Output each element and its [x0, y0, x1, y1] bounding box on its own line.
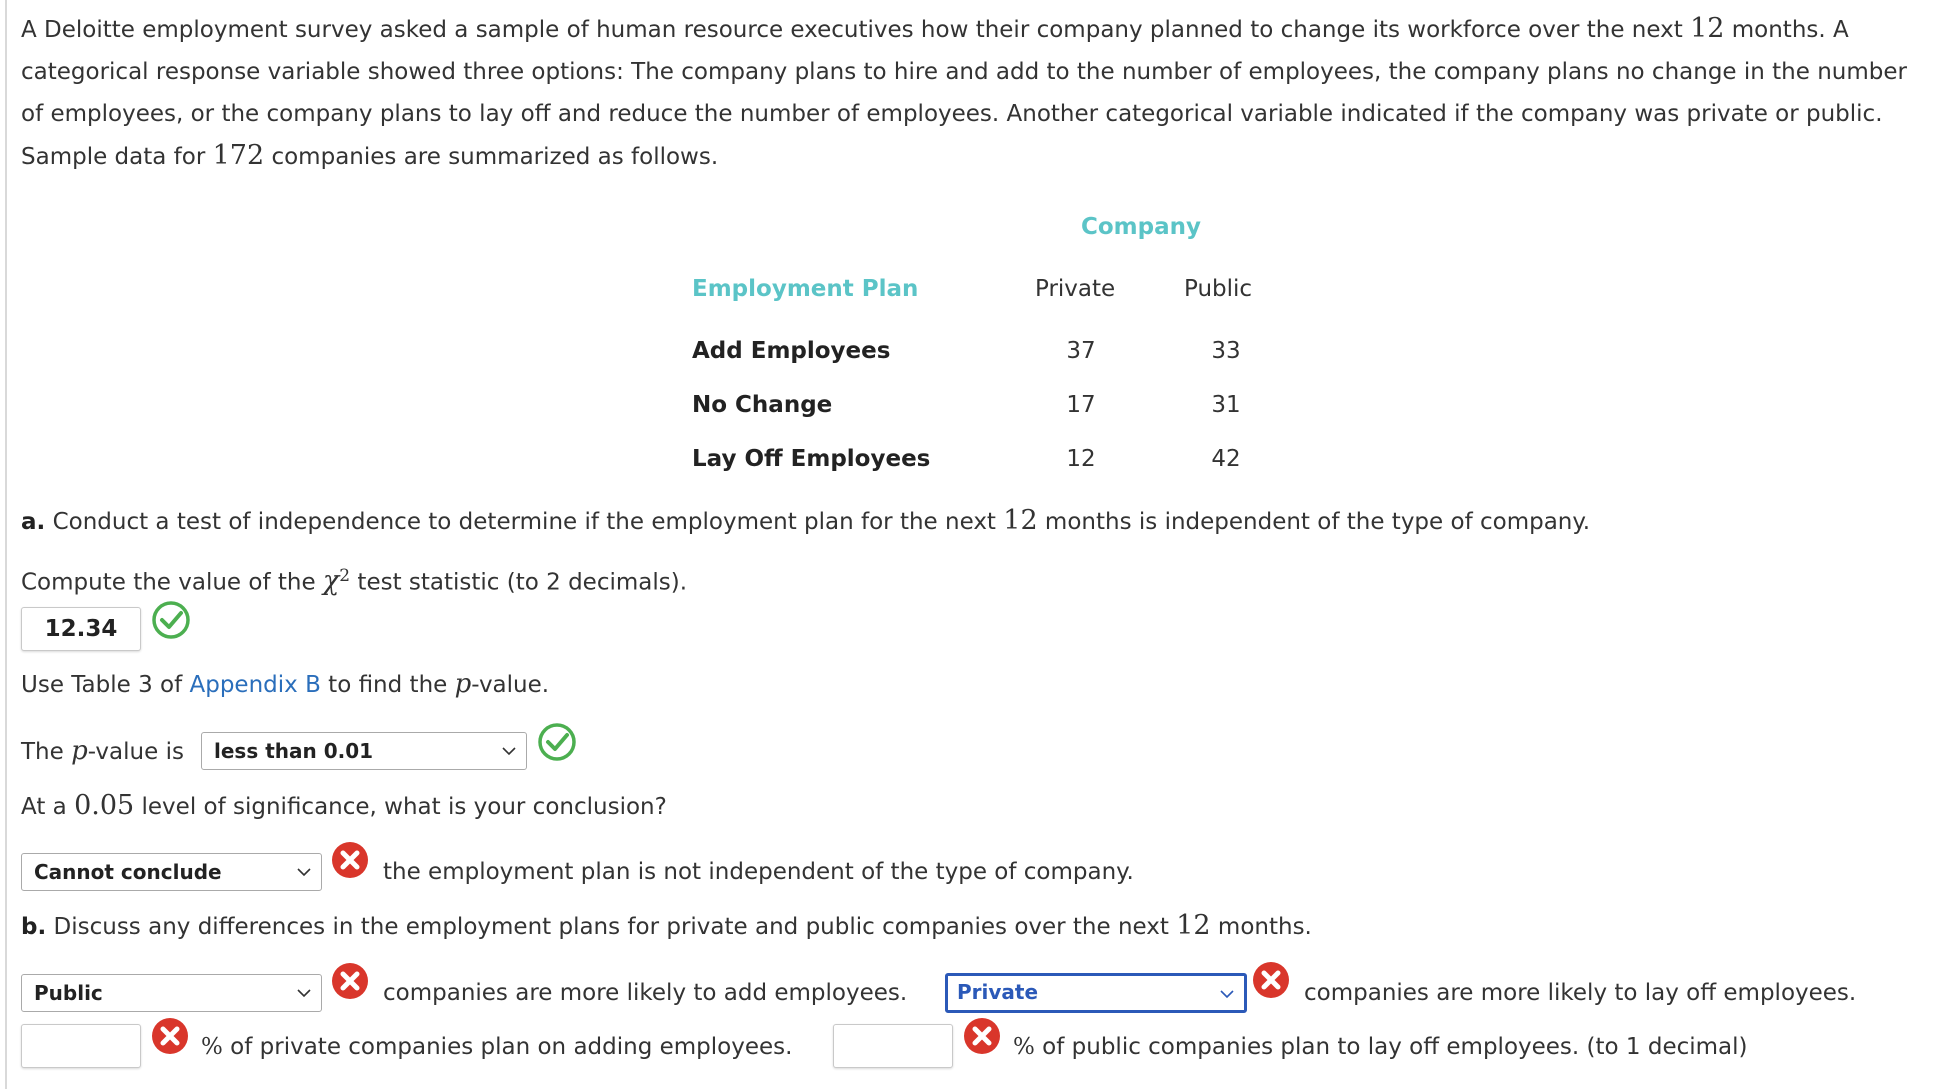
private-percent-field[interactable] — [21, 1024, 141, 1068]
use-table-pre: Use Table 3 of — [21, 672, 190, 698]
cell-add-private: 37 — [1066, 338, 1096, 364]
company-header: Company — [1081, 214, 1201, 240]
p-symbol: p — [454, 669, 472, 699]
check-circle-icon — [537, 722, 577, 762]
cell-nochange-private: 17 — [1066, 392, 1096, 418]
layoff-select[interactable] — [945, 973, 1247, 1013]
chevron-down-icon — [295, 863, 313, 881]
row-label-add: Add Employees — [692, 338, 891, 364]
part-a-question — [21, 505, 1590, 538]
part-b-text-2: months. — [1210, 914, 1312, 940]
check-circle-icon — [151, 600, 191, 640]
cell-layoff-public: 42 — [1211, 446, 1241, 472]
use-table-text — [21, 668, 549, 701]
percent-symbol: % — [1013, 1034, 1035, 1060]
conclusion-select-value: Cannot conclude — [34, 860, 222, 884]
pvalue-prompt — [21, 735, 184, 768]
x-circle-icon — [330, 961, 370, 1001]
pvalue-pre: The — [21, 739, 72, 765]
months-value: 12 — [1690, 13, 1725, 44]
conclusion-text: the employment plan is not independent of the type of company. — [383, 859, 1134, 885]
private-percent-label: of private companies plan on adding employees. — [222, 1034, 793, 1060]
part-b-question — [21, 910, 1312, 943]
part-b-months: 12 — [1176, 910, 1211, 941]
chi-symbol: χ — [322, 565, 340, 597]
private-percent-text — [201, 1031, 792, 1063]
cell-layoff-private: 12 — [1066, 446, 1096, 472]
chevron-down-icon — [295, 984, 313, 1002]
part-a-text-2: months is independent of the type of company. — [1037, 509, 1591, 535]
significance-level-value: 0.05 — [74, 790, 135, 821]
intro-text: A Deloitte employment survey asked a sample of human resource executives how their company planned to change its workforce over the next — [21, 17, 1691, 43]
chevron-down-icon — [1218, 985, 1236, 1003]
col-header-private: Private — [1035, 276, 1116, 302]
part-b-text: Discuss any differences in the employment plans for private and public companies over the next — [46, 914, 1177, 940]
col-header-public: Public — [1184, 276, 1253, 302]
use-table-post: -value. — [471, 672, 550, 698]
public-percent-text — [1013, 1031, 1748, 1063]
x-circle-icon — [962, 1016, 1002, 1056]
significance-question — [21, 790, 667, 823]
x-circle-icon — [330, 840, 370, 880]
cell-add-public: 33 — [1211, 338, 1241, 364]
row-label-layoff: Lay Off Employees — [692, 446, 931, 472]
layoff-text: companies are more likely to lay off employees. — [1304, 980, 1857, 1006]
part-a-months: 12 — [1003, 505, 1038, 536]
pvalue-post: -value is — [87, 739, 184, 765]
part-b-label: b. — [21, 914, 47, 940]
public-percent-label: of public companies plan to lay off employees. (to 1 decimal) — [1034, 1034, 1748, 1060]
conclusion-select[interactable] — [21, 853, 322, 891]
chevron-down-icon — [500, 742, 518, 760]
intro-text-2: months. A categorical response variable showed three options: The company plans to hire and add to the number of employees, the company plans no change in the number of employees, or the company plans to lay off and reduce the number of employees. Another categorical variable indicated if the company was private or public. Sample data for — [21, 17, 1907, 170]
level-post: level of significance, what is your conclusion? — [134, 794, 667, 820]
left-rule — [5, 0, 7, 1089]
pvalue-select[interactable] — [201, 732, 527, 770]
chi-exponent: 2 — [339, 566, 351, 586]
add-employees-text: companies are more likely to add employees. — [383, 980, 908, 1006]
row-label-no-change: No Change — [692, 392, 833, 418]
chi-square-prompt — [21, 560, 687, 599]
level-pre: At a — [21, 794, 75, 820]
employment-plan-header: Employment Plan — [692, 276, 919, 302]
part-a-text: Conduct a test of independence to determine if the employment plan for the next — [45, 509, 1004, 535]
add-employees-select[interactable] — [21, 974, 322, 1012]
public-percent-field[interactable] — [833, 1024, 953, 1068]
intro-text-3: companies are summarized as follows. — [264, 144, 719, 170]
layoff-select-value: Private — [957, 980, 1039, 1004]
sample-size-value: 172 — [212, 140, 265, 171]
chi-square-answer-field[interactable]: 12.34 — [21, 607, 141, 651]
cell-nochange-public: 31 — [1211, 392, 1241, 418]
part-a-label: a. — [21, 509, 46, 535]
compute-text-2: test statistic (to 2 decimals). — [350, 569, 688, 596]
intro-paragraph — [21, 8, 1931, 178]
x-circle-icon — [1251, 960, 1291, 1000]
compute-text: Compute the value of the — [21, 569, 323, 596]
percent-symbol: % — [201, 1034, 223, 1060]
appendix-b-link[interactable]: Appendix B — [189, 672, 321, 698]
use-table-mid: to find the — [320, 672, 455, 698]
pvalue-select-value: less than 0.01 — [214, 739, 374, 763]
add-select-value: Public — [34, 981, 103, 1005]
x-circle-icon — [150, 1016, 190, 1056]
p-symbol-2: p — [71, 736, 88, 766]
